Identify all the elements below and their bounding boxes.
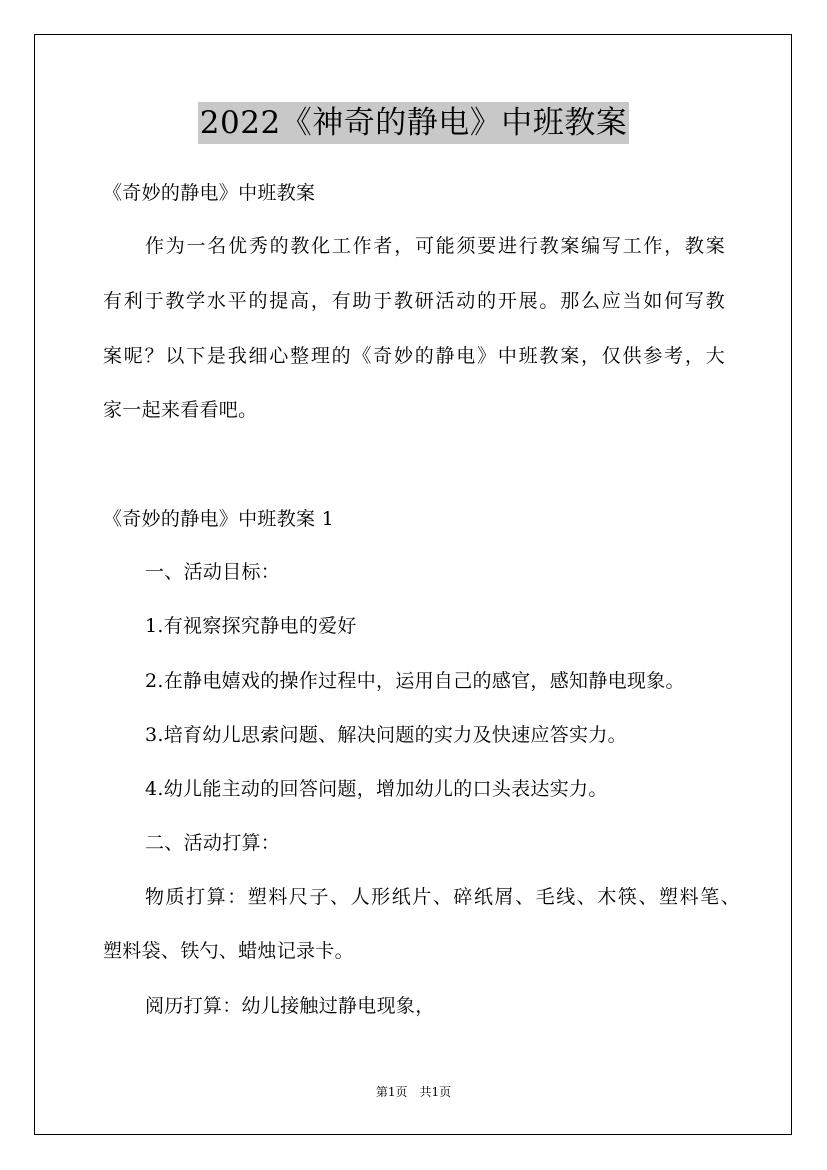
intro-line-1: 作为一名优秀的教化工作者，可能须要进行教案编写工作，教案	[145, 235, 725, 257]
title-container	[0, 102, 827, 144]
goal-item-3: 3.培育幼儿思索问题、解决问题的实力及快速应答实力。	[145, 724, 627, 746]
document-title: 2022《神奇的静电》中班教案	[198, 102, 629, 144]
intro-line-2: 有利于教学水平的提高，有助于教研活动的开展。那么应当如何写教	[103, 290, 725, 312]
intro-line-3: 案呢？以下是我细心整理的《奇妙的静电》中班教案，仅供参考，大	[103, 345, 725, 367]
goal-item-1: 1.有视察探究静电的爱好	[145, 615, 357, 637]
prep-heading: 二、活动打算：	[145, 832, 281, 854]
material-line-2: 塑料袋、铁勺、蜡烛记录卡。	[103, 940, 354, 962]
experience-line: 阅历打算：幼儿接触过静电现象，	[145, 995, 435, 1017]
document-subtitle: 《奇妙的静电》中班教案	[103, 182, 316, 204]
page-footer: 第1页 共1页	[375, 1085, 452, 1099]
material-line-1: 物质打算：塑料尺子、人形纸片、碎纸屑、毛线、木筷、塑料笔、	[145, 886, 740, 908]
goal-item-4: 4.幼儿能主动的回答问题，增加幼儿的口头表达实力。	[145, 778, 608, 800]
goals-heading: 一、活动目标：	[145, 561, 281, 583]
goal-item-2: 2.在静电嬉戏的操作过程中，运用自己的感官，感知静电现象。	[145, 670, 685, 692]
section1-heading: 《奇妙的静电》中班教案 1	[103, 508, 335, 530]
intro-line-4: 家一起来看看吧。	[103, 399, 258, 421]
